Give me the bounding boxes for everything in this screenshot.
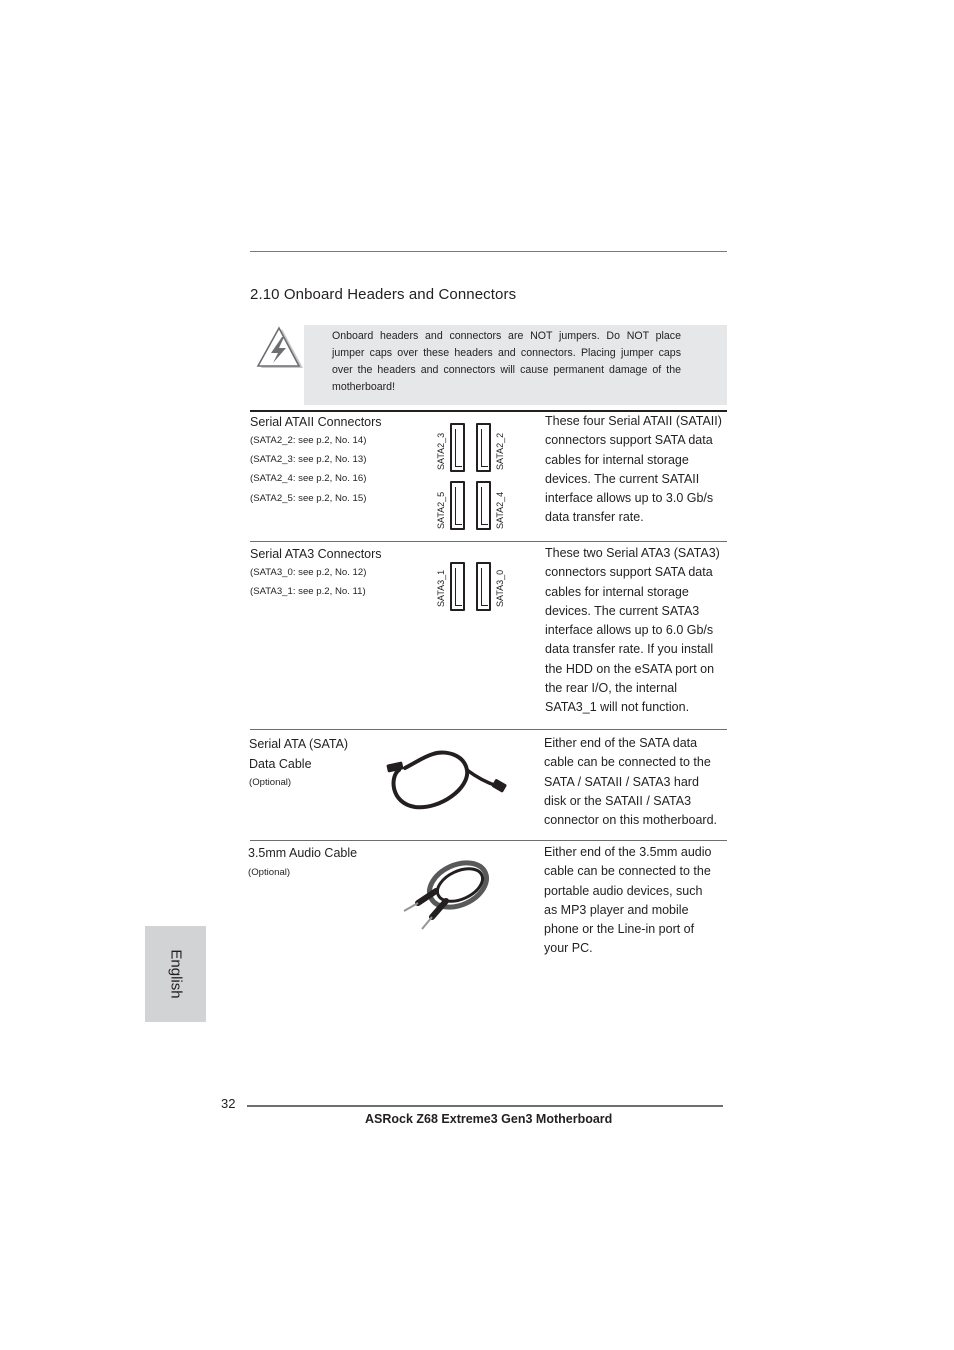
sata2-ref: (SATA2_5: see p.2, No. 15): [250, 493, 367, 504]
sata2-5-label: SATA2_5: [436, 491, 446, 529]
footer-product-name: ASRock Z68 Extreme3 Gen3 Motherboard: [365, 1112, 613, 1126]
page-number: 32: [221, 1096, 236, 1111]
sata-cable-optional: (Optional): [249, 777, 292, 788]
sata-cable-title: Serial ATA (SATA): [249, 737, 349, 751]
sata3-1-connector: [450, 562, 465, 611]
sata2-ref: (SATA2_3: see p.2, No. 13): [250, 454, 367, 465]
sata2-ref: (SATA2_2: see p.2, No. 14): [250, 435, 367, 446]
sata3-0-label: SATA3_0: [495, 569, 505, 607]
sata2-2-label: SATA2_2: [495, 432, 505, 470]
sata3-1-label: SATA3_1: [436, 569, 446, 607]
audio-cable-title: 3.5mm Audio Cable: [248, 846, 358, 860]
warning-text: Onboard headers and connectors are NOT jumpers. Do NOT place jumper caps over these headers and connectors. Placing jumper caps over the headers and connectors will cause permanent damage of the motherboard!: [332, 330, 681, 393]
sata3-ref: (SATA3_1: see p.2, No. 11): [250, 586, 366, 597]
sata-cable-image: [385, 748, 510, 812]
sata2-3-connector: [450, 423, 465, 472]
sata2-5-connector: [450, 481, 465, 530]
sata-cable-description: Either end of the SATA data cable can be connected to the SATA / SATAII / SATA3 hard disk or the SATAII / SATA3 connector on this motherboard.: [544, 736, 718, 828]
sata2-ref: (SATA2_4: see p.2, No. 16): [250, 473, 367, 484]
sata2-4-connector: [476, 481, 491, 530]
sata3-title: Serial ATA3 Connectors: [250, 547, 382, 561]
sata2-4-label: SATA2_4: [495, 491, 505, 529]
sata2-3-label: SATA2_3: [436, 432, 446, 470]
row-divider: [250, 840, 727, 841]
language-tab-label: English: [167, 949, 185, 999]
audio-cable-optional: (Optional): [248, 867, 291, 878]
audio-cable-image: [398, 855, 494, 933]
footer-divider: [247, 1105, 723, 1107]
sata-cable-title-2: Data Cable: [249, 757, 312, 771]
sata3-description: These two Serial ATA3 (SATA3) connectors support SATA data cables for internal storage devices. The current SATA3 interface allows up to 6.0 Gb/s data transfer rate. If you install the HDD on the eSATA port on the rear I/O, the internal SATA3_1 will not function.: [545, 546, 720, 715]
sata3-ref: (SATA3_0: see p.2, No. 12): [250, 567, 367, 578]
sata2-description: These four Serial ATAII (SATAII) connectors support SATA data cables for internal storage devices. The current SATAII interface allows up to 3.0 Gb/s data transfer rate.: [545, 414, 722, 525]
audio-cable-description: Either end of the 3.5mm audio cable can be connected to the portable audio devices, such as MP3 player and mobile phone or the Line-in port of your PC.: [544, 845, 712, 956]
sata3-0-connector: [476, 562, 491, 611]
top-divider: [250, 251, 727, 252]
sata2-2-connector: [476, 423, 491, 472]
row-divider: [250, 729, 727, 730]
warning-triangle-icon: [255, 326, 305, 371]
row-divider: [250, 541, 727, 542]
section-title: 2.10 Onboard Headers and Connectors: [250, 286, 517, 303]
sata2-title: Serial ATAII Connectors: [250, 415, 382, 429]
